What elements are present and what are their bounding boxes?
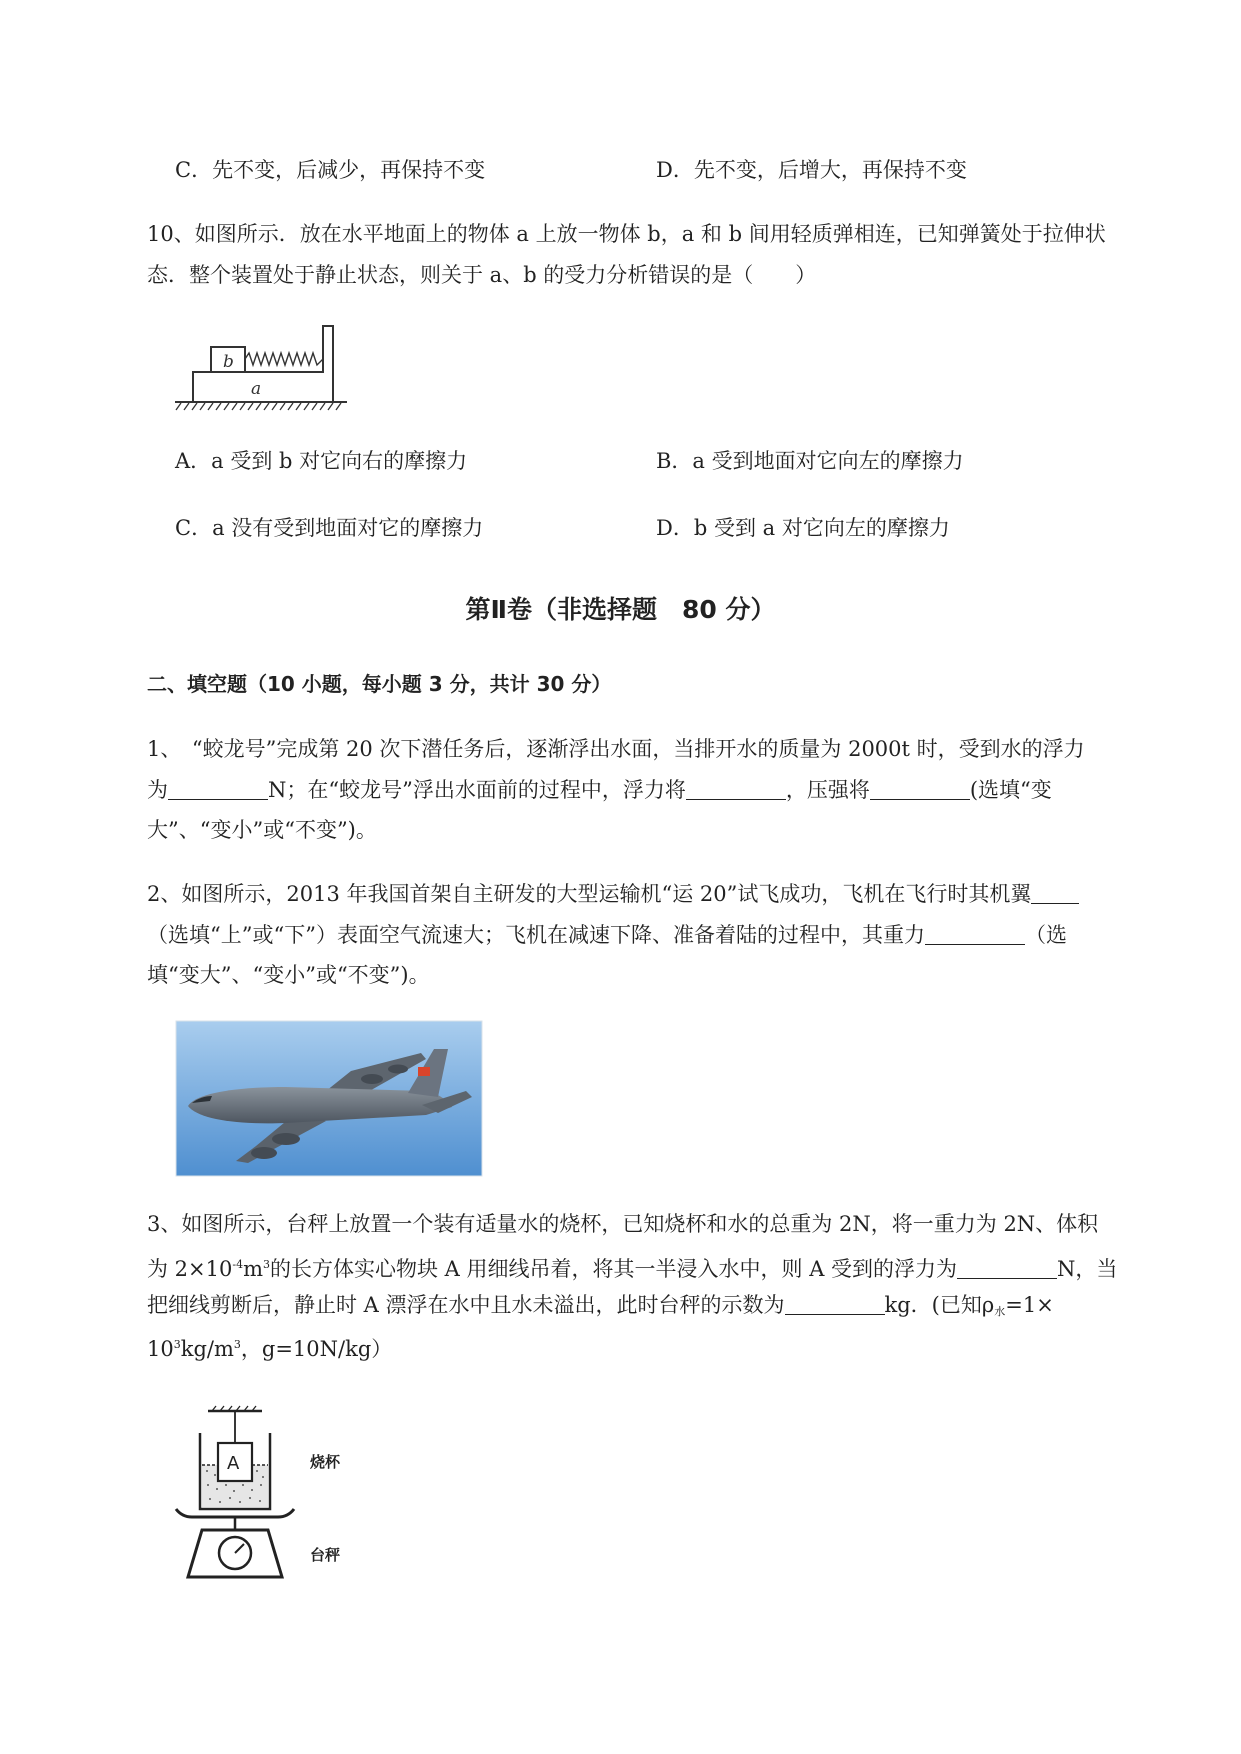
q10-text-line2: 态．整个装置处于静止状态，则关于 a、b 的受力分析错误的是（ ） — [147, 263, 817, 287]
fq2-line2-a: （选填“上”或“下”）表面空气流速大；飞机在减速下降、准备着陆的过程中，其重力 — [147, 923, 925, 947]
fq2-line1-text: 2、如图所示，2013 年我国首架自主研发的大型运输机“运 20”试飞成功，飞机在飞行时其机翼 — [147, 882, 1032, 906]
q10-text-line1: 10、如图所示．放在水平地面上的物体 a 上放一物体 b，a 和 b 间用轻质弹相连，已知弹簧处于拉伸状 — [147, 222, 1106, 246]
fq3-line2-c: 的长方体实心物块 A 用细线吊着，将其一半浸入水中，则 A 受到的浮力为 — [270, 1257, 958, 1281]
fq3-line1: 3、如图所示，台秤上放置一个装有适量水的烧杯，已知烧杯和水的总重为 2N，将一重力为 2N、体积 — [147, 1212, 1099, 1236]
fq1-line2-a: 为 — [147, 778, 168, 802]
beaker-label: 烧杯 — [310, 1453, 341, 1471]
q9-option-d: D．先不变，后增大，再保持不变 — [656, 158, 967, 182]
fq1-blank-2[interactable] — [686, 777, 786, 800]
q10-option-c: C．a 没有受到地面对它的摩擦力 — [175, 516, 484, 540]
fq1-line1: 1、 “蛟龙号”完成第 20 次下潜任务后，逐渐浮出水面，当排开水的质量为 2000t 时，受到水的浮力 — [147, 737, 1085, 761]
block-a-label: a — [251, 379, 262, 399]
section2-title: 二、填空题（10 小题，每小题 3 分，共计 30 分） — [147, 672, 612, 696]
fq3-exp-1: -4 — [232, 1258, 244, 1271]
q10-option-d: D．b 受到 a 对它向左的摩擦力 — [656, 516, 950, 540]
fq3-exp-2: 3 — [263, 1258, 270, 1271]
fq2-blank-1[interactable] — [1031, 881, 1079, 904]
fq2-blank-2[interactable] — [925, 922, 1025, 945]
transport-plane-photo — [176, 1021, 482, 1176]
fq3-line2-b: m — [243, 1257, 263, 1281]
fq3-line2 — [147, 1250, 1117, 1284]
fq1-line2-d: (选填“变 — [969, 778, 1052, 802]
fq3-line4-a: 10 — [147, 1337, 174, 1361]
part2-title: 第Ⅱ卷（非选择题 80 分） — [465, 595, 776, 624]
fq1-line2-b: N；在“蛟龙号”浮出水面前的过程中，浮力将 — [268, 778, 686, 802]
q10-option-b: B．a 受到地面对它向左的摩擦力 — [656, 449, 964, 473]
fq3-line3-a: 把细线剪断后，静止时 A 漂浮在水中且水未溢出，此时台秤的示数为 — [147, 1293, 785, 1317]
fq1-line2-c: ，压强将 — [785, 778, 870, 802]
spring-block-figure — [175, 322, 350, 412]
fq3-line4 — [147, 1330, 392, 1364]
fq3-exp-4: 3 — [233, 1338, 241, 1351]
fq2-line2 — [147, 920, 1067, 950]
fq3-exp-3: 3 — [173, 1338, 181, 1351]
fq3-blank-1[interactable] — [957, 1256, 1057, 1279]
q10-option-a: A．a 受到 b 对它向右的摩擦力 — [175, 449, 468, 473]
fq2-line2-b: （选 — [1024, 923, 1067, 947]
fq3-line3 — [147, 1290, 1054, 1327]
fq2-line3: 填“变大”、“变小”或“不变”)。 — [147, 963, 430, 987]
fq2-line1 — [147, 879, 1079, 909]
block-b-label: b — [223, 352, 234, 372]
fq3-line4-c: ，g=10N/kg） — [240, 1337, 393, 1361]
fq3-line3-c: =1× — [1005, 1293, 1054, 1317]
fq3-blank-2[interactable] — [785, 1292, 885, 1315]
fq3-line2-d: N，当 — [1057, 1257, 1118, 1281]
scale-label: 台秤 — [310, 1546, 341, 1564]
fq1-blank-3[interactable] — [870, 777, 970, 800]
fq3-water-sub: 水 — [994, 1305, 1006, 1318]
fq1-line3: 大”、“变小”或“不变”)。 — [147, 818, 377, 842]
q9-option-c: C．先不变，后减少，再保持不变 — [175, 158, 486, 182]
beaker-scale-figure — [170, 1405, 345, 1590]
fq3-line2-a: 为 2×10 — [147, 1257, 233, 1281]
fq3-line4-b: kg/m — [180, 1337, 234, 1361]
fq1-blank-1[interactable] — [168, 777, 268, 800]
block-A-label: A — [227, 1453, 240, 1474]
fq1-line2 — [147, 775, 1052, 805]
fq3-line3-b: kg．(已知ρ — [884, 1293, 995, 1317]
